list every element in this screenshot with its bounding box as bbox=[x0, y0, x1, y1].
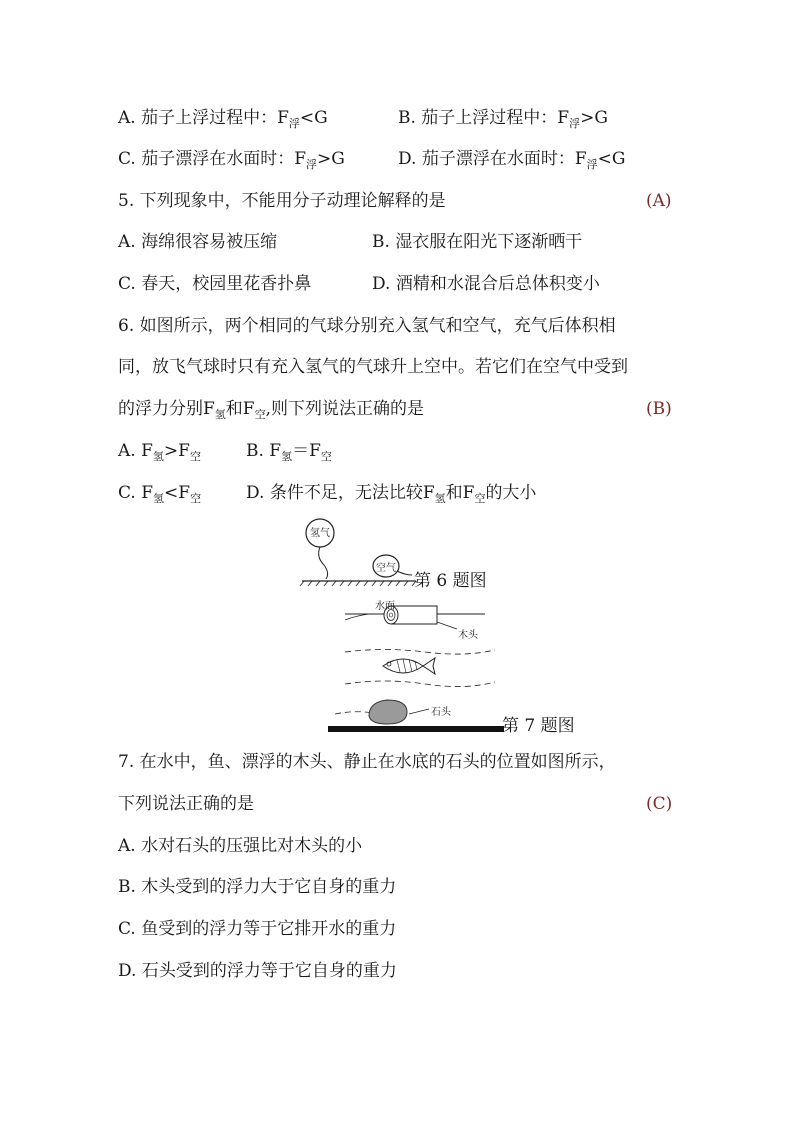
q4-option-a-text: A. 茄子上浮过程中：F bbox=[118, 108, 289, 128]
stone-label-pointer bbox=[409, 709, 429, 714]
q6-option-b-sub2: 空 bbox=[320, 450, 332, 463]
q6-option-a-sub1: 氢 bbox=[152, 450, 164, 463]
water-surface-pointer bbox=[345, 614, 369, 620]
q4-option-d bbox=[398, 147, 625, 177]
water-wave-2 bbox=[345, 681, 495, 687]
q4-option-d-text: D. 茄子漂浮在水面时：F bbox=[398, 149, 587, 169]
q5-answer: (A) bbox=[646, 191, 672, 211]
q6-option-c-mid: <F bbox=[164, 483, 191, 503]
q6-option-a-sub2: 空 bbox=[189, 450, 201, 463]
q6-option-b-text: B. F bbox=[246, 441, 282, 461]
q6-stem-line2: 同，放飞气球时只有充入氢气的气球升上空中。若它们在空气中受到 bbox=[118, 357, 628, 377]
q6-stem-line3-c: ,则下列说法正确的是 bbox=[265, 399, 424, 419]
log-label-pointer bbox=[437, 622, 457, 629]
q4-option-c-subscript: 浮 bbox=[306, 158, 318, 171]
q5-option-c: C. 春天，校园里花香扑鼻 bbox=[118, 274, 312, 294]
q4-option-b-subscript: 浮 bbox=[569, 117, 581, 130]
q4-option-c-tail: >G bbox=[317, 149, 345, 169]
q4-option-a-subscript: 浮 bbox=[288, 117, 300, 130]
air-balloon-string bbox=[397, 571, 412, 575]
q6-option-c-sub1: 氢 bbox=[153, 492, 165, 505]
q7-water-figure bbox=[325, 592, 510, 737]
q6-option-c bbox=[118, 481, 201, 511]
q5-option-a: A. 海绵很容易被压缩 bbox=[118, 232, 278, 252]
q4-option-a-tail: <G bbox=[299, 108, 328, 128]
q4-option-d-subscript: 浮 bbox=[586, 158, 598, 171]
river-bed bbox=[328, 726, 504, 732]
q5-option-b: B. 湿衣服在阳光下逐渐晒干 bbox=[372, 232, 583, 252]
fish bbox=[383, 658, 435, 674]
q6-option-d-tail: 的大小 bbox=[485, 483, 537, 503]
q4-option-a bbox=[118, 106, 328, 136]
hydrogen-balloon-label: 氢气 bbox=[310, 528, 330, 539]
ground-hatching bbox=[300, 581, 416, 586]
q6-subscript-h: 氢 bbox=[214, 408, 226, 421]
q6-stem-line3 bbox=[118, 397, 424, 427]
hydrogen-balloon-string bbox=[319, 547, 328, 579]
stone-label: 石头 bbox=[431, 707, 451, 718]
q7-stem-line2: 下列说法正确的是 bbox=[118, 794, 254, 814]
q6-option-d-sub2: 空 bbox=[474, 492, 486, 505]
q7-option-d: D. 石头受到的浮力等于它自身的重力 bbox=[118, 961, 397, 981]
q4-option-b-text: B. 茄子上浮过程中：F bbox=[398, 108, 570, 128]
air-balloon-label: 空气 bbox=[376, 563, 396, 574]
q4-option-b bbox=[398, 106, 608, 136]
water-wave-1 bbox=[345, 650, 495, 655]
q6-option-d bbox=[246, 481, 536, 511]
q7-option-c: C. 鱼受到的浮力等于它排开水的重力 bbox=[118, 919, 397, 939]
q6-option-c-text: C. F bbox=[118, 483, 154, 503]
q5-option-d: D. 酒精和水混合后总体积变小 bbox=[372, 274, 600, 294]
water-surface-label: 水面 bbox=[375, 601, 395, 612]
q6-option-d-mid: 和F bbox=[445, 483, 475, 503]
q4-option-b-tail: >G bbox=[580, 108, 608, 128]
q6-option-b-mid: ＝F bbox=[292, 441, 321, 461]
q6-stem-line1: 6. 如图所示，两个相同的气球分别充入氢气和空气，充气后体积相 bbox=[118, 316, 616, 336]
stone bbox=[369, 700, 407, 724]
q4-option-c bbox=[118, 147, 345, 177]
q6-figure-caption: 第 6 题图 bbox=[414, 571, 487, 591]
q4-option-d-tail: <G bbox=[597, 149, 626, 169]
q6-subscript-air: 空 bbox=[254, 408, 266, 421]
q6-option-a-mid: >F bbox=[163, 441, 190, 461]
q6-option-d-text: D. 条件不足，无法比较F bbox=[246, 483, 435, 503]
q7-stem-line1: 7. 在水中，鱼、漂浮的木头、静止在水底的石头的位置如图所示， bbox=[118, 752, 616, 772]
q7-figure-caption: 第 7 题图 bbox=[502, 716, 575, 736]
q6-option-c-sub2: 空 bbox=[190, 492, 202, 505]
q4-option-c-text: C. 茄子漂浮在水面时：F bbox=[118, 149, 307, 169]
q6-option-a-text: A. F bbox=[118, 441, 153, 461]
q6-option-a bbox=[118, 439, 201, 469]
q6-stem-line3-a: 的浮力分别F bbox=[118, 399, 215, 419]
q5-stem: 5. 下列现象中，不能用分子动理论解释的是 bbox=[118, 191, 446, 211]
q6-option-b-sub1: 氢 bbox=[281, 450, 293, 463]
q7-answer: (C) bbox=[646, 794, 673, 814]
q6-answer: (B) bbox=[646, 399, 672, 419]
q6-stem-line3-b: 和F bbox=[225, 399, 255, 419]
log-label: 木头 bbox=[458, 630, 478, 641]
water-wave-3 bbox=[335, 712, 373, 714]
q6-option-d-sub1: 氢 bbox=[434, 492, 446, 505]
q7-option-a: A. 水对石头的压强比对木头的小 bbox=[118, 836, 363, 856]
q6-option-b bbox=[246, 439, 332, 469]
q7-option-b: B. 木头受到的浮力大于它自身的重力 bbox=[118, 877, 397, 897]
